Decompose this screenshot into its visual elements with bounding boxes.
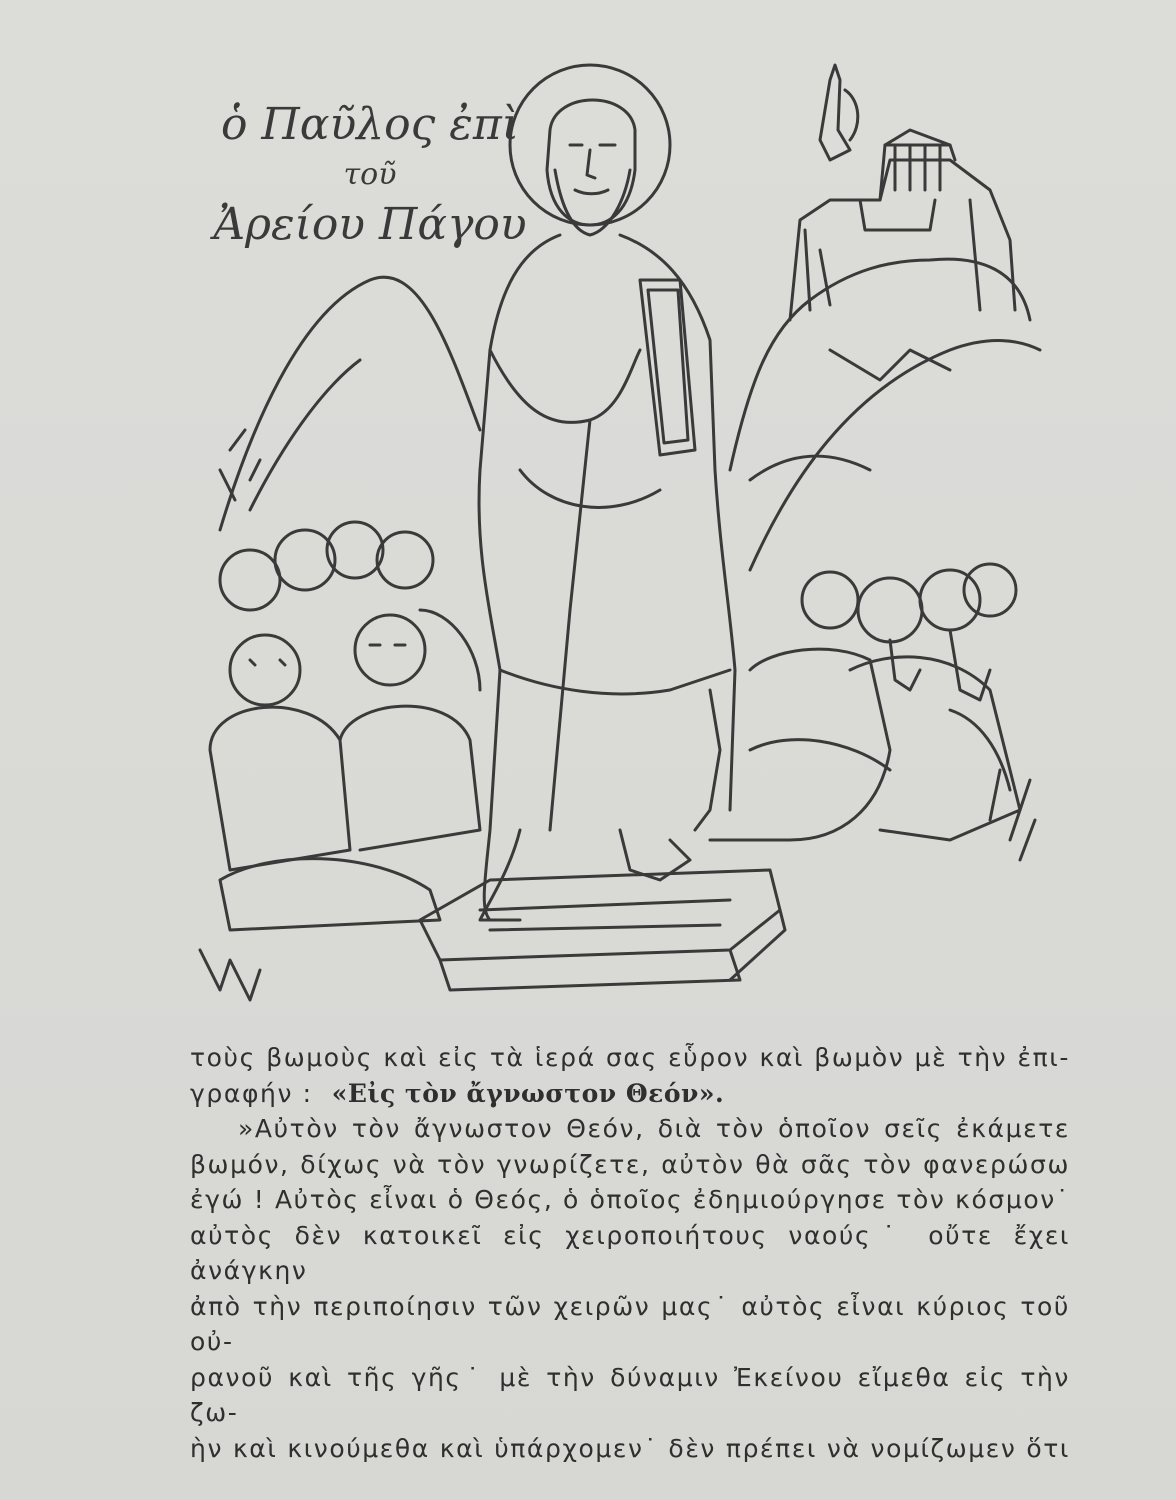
text-line-2 xyxy=(190,1076,1070,1112)
text-line-1: τοὺς βωμοὺς καὶ εἰς τὰ ἱερά σας εὗρον καὶ βωμὸν μὲ τὴν ἐπι- xyxy=(190,1043,1070,1072)
body-text xyxy=(190,1040,1070,1466)
text-line-9: ὴν καὶ κινούμεθα καὶ ὑπάρχομεν˙ δὲν πρέπει νὰ νομίζωμεν ὅτι xyxy=(190,1433,1070,1463)
caption-line-1: ὁ Παῦλος ἐπὶ xyxy=(220,99,520,150)
right-crowd-drawing xyxy=(710,564,1035,860)
text-line-8: ρανοῦ καὶ τῆς γῆς˙ μὲ τὴν δύναμιν Ἐκείνου εἴμεθα εἰς τὴν ζω- xyxy=(190,1362,1070,1427)
text-line-5: ἐγώ ! Αὐτὸς εἶναι ὁ Θεός, ὁ ὁποῖος ἐδημιούργησε τὸν κόσμον˙ xyxy=(190,1185,1070,1214)
acropolis-drawing xyxy=(790,65,1015,320)
unknown-god-inscription: «Εἰς τὸν ἄγνωστον Θεόν». xyxy=(331,1078,725,1108)
caption-line-2: τοῦ xyxy=(343,157,397,192)
altar-drawing xyxy=(420,870,785,990)
text-line-7: ἀπὸ τὴν περιποίησιν τῶν χειρῶν μας˙ αὐτὸς εἶναι κύριος τοῦ οὐ- xyxy=(190,1291,1070,1356)
text-line-2-prefix: γραφήν : xyxy=(190,1078,313,1108)
left-crowd-drawing xyxy=(200,522,480,1000)
text-line-4: βωμόν, δίχως νὰ τὸν γνωρίζετε, αὐτὸν θὰ σᾶς τὸν φανερώσω xyxy=(190,1149,1070,1179)
text-line-6: αὐτὸς δὲν κατοικεῖ εἰς χειροποιήτους ναούς˙ οὔτε ἔχει ἀνάγκην xyxy=(190,1220,1070,1285)
caption-line-3: Ἀρείου Πάγου xyxy=(213,199,527,250)
illustration-caption xyxy=(205,95,535,275)
text-line-3: »Αὐτὸν τὸν ἄγνωστον Θεόν, διὰ τὸν ὁποῖον σεῖς ἐκάμετε xyxy=(238,1114,1070,1143)
